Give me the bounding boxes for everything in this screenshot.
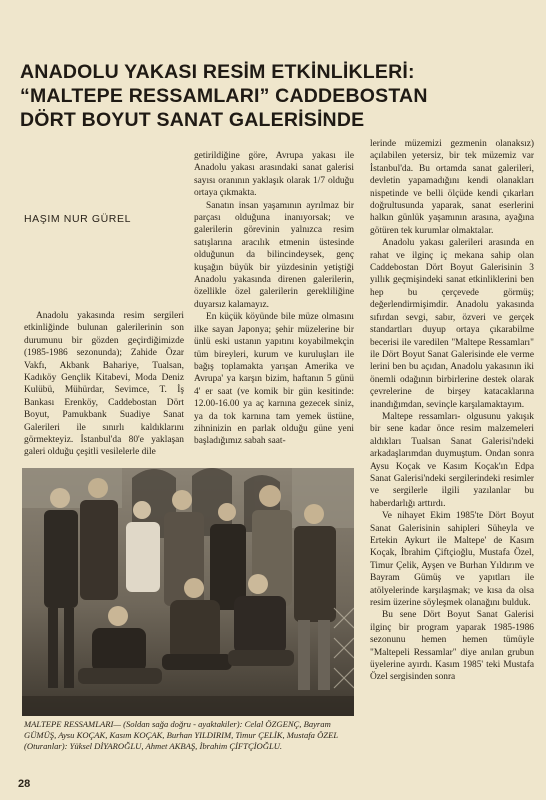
paragraph: Maltepe ressamları- olgusunu yakışık bir sene kadar önce resim malzemeleri aldıkları Tualsan Sanat Galerisi'ndeki arkadaşlarımdan duymuştum. Ondan sonra Aysu Koçak ve Kasım Koçak'ın Edpa Sanat Galerisi'ndeki sergilerindeki resimler ve sergilerle ilgili yazılanlar bu haberdarlığı arttırdı. [370,411,534,509]
author-byline: HAŞIM NUR GÜREL [24,213,132,225]
title-line-3: DÖRT BOYUT SANAT GALERİSİNDE [20,109,365,131]
text-column-2 [194,150,354,462]
paragraph: Ve nihayet Ekim 1985'te Dört Boyut Sanat Galerisinin sahipleri Süheyla ve Ertekin Aykurt ile Maltepe' de Kasım Koçak, İbrahim Çiftçioğlu, Mustafa Özel, Timur Çelik, Ayşen ve Burhan Yıldırım ve Bayram Gümüş ve yapıtları ile atölyelerinde karşılaşmak; ve kısa da olsa resim üzerine söyleşmek olanağını bulduk. [370,511,534,609]
paragraph: Anadolu yakası galerileri arasında en rahat ve ilginç iç mekana sahip olan Caddebostan Dört Boyut Galerisinin 3 yıllık geçmişindeki sanat etkinliklerini ben hep bu çerçevede görmüş; değerlendirmişimdir. Anadolu yakasında sıfırdan sevgi, sabır, özveri ve gerçek standartları duyup ortaya çıkarabilme becerisi ile varedilen "Maltepe Ressamları" ile Dört Boyut Sanat Galerisinde ele verme lerini ben bu açıdan, Anadolu yakasının iki önemli odağının birbirlerine destek olarak çevrelerine de birşey katacaklarına inandığımdan, sevinçle karşılamaktayım. [370,238,534,410]
paragraph: getirildiğine göre, Avrupa yakası ile Anadolu yakası arasındaki sanat galerisi sayısı oranının yaklaşık olarak 1/7 olduğu ortaya çıkmakta. [194,151,354,199]
article-title [20,60,530,132]
paragraph: Sanatın insan yaşamının ayrılmaz bir parçası olduğuna inanıyorsak; ve galerilerin görevinin yalnızca resim satışlarına aracılık etmenin üstesinde olduğunun da bilincindeysek, genç kuşağın büyük bir yüzdesinin yetiştiği Anadolu yakasında direnen galerilerin, özellikle özel galerilerin gerekliliğine duyarsız kalamayız. [194,200,354,310]
paragraph: Bu sene Dört Boyut Sanat Galerisi ilginç bir program yaparak 1985-1986 sezonunu hemen hemen tümüyle "Maltepeli Ressamlar" diye anılan grubun üyelerine ayırdı. Kasım 1985' teki Mustafa Özel sergisinden sonra [370,610,534,683]
page-number: 28 [18,778,31,790]
paragraph: En küçük köyünde bile müze olmasını ilke sayan Japonya; şehir müzelerine bir ünlü eski ustanın yapıtını koyabilmekçin tüm bireyleri, kurum ve kuruluşları ile bağış toplamakta yarışan Amerika ve Avrupa' ya karşın bizim, haftanın 5 günü 4' er saat (ve komik bir gün kesitinde: 12.00-16.00 ya aç karnına gezecek siniz, ya da tok karnına tam yemek üstüne, zihninizin en parlak olduğu güne yeni başladığımız sabah saat- [194,312,354,447]
paragraph: lerinde müzemizi gezmenin olanaksız) açılabilen yetersiz, bir tek müzemiz var İstanbul'da. Bu ortamda sanat galerileri, devletin yapamadığını kendi olanakları nispetinde ve belli ölçüde kendi çıkarları doğrultusunda yaparak, sanat eserlerini halkın günlük yaşamının arasına, ayağına götüren tek kurumlar olmaktalar. [370,139,534,236]
title-line-1: ANADOLU YAKASI RESİM ETKİNLİKLERİ: [20,61,415,83]
group-photo [22,468,354,716]
text-column-3 [370,138,534,774]
title-line-2: “MALTEPE RESSAMLARI” CADDEBOSTAN [20,85,428,107]
photo-caption: MALTEPE RESSAMLARI— (Soldan sağa doğru - ayaktakiler): Celal ÖZGENÇ, Bayram GÜMÜŞ, Aysu KOÇAK, Kasım KOÇAK, Burhan YILDIRIM, Timur ÇELİK, Mustafa ÖZEL (Oturanlar): Yüksel DİYAROĞLU, Ahmet AKBAŞ, İbrahim ÇİFTÇİOĞLU. [24,719,338,752]
group-photo-image [22,468,354,716]
paragraph: Anadolu yakasında resim sergileri etkinliğinde bulunan galerilerinin son durumunu bir gözden geçirdiğimizde (1985-1986 sezonunda); Zahide Özar Vakfı, Akbank Bahariye, Tualsan, Kadıköy Gençlik Kitabevi, Moda Deniz Kulübü, Mühürdar, Sevimce, T. İş Bankası Erenköy, Caddebostan Dört Boyut, Pamukbank Suadiye Sanat Galerileri ile sınırlı kaldıklarını görmekteyiz. İstanbul'da 80'e yaklaşan galeri olduğu çeşitli vesilelerle dile [24,311,184,458]
text-column-1 [24,310,184,470]
